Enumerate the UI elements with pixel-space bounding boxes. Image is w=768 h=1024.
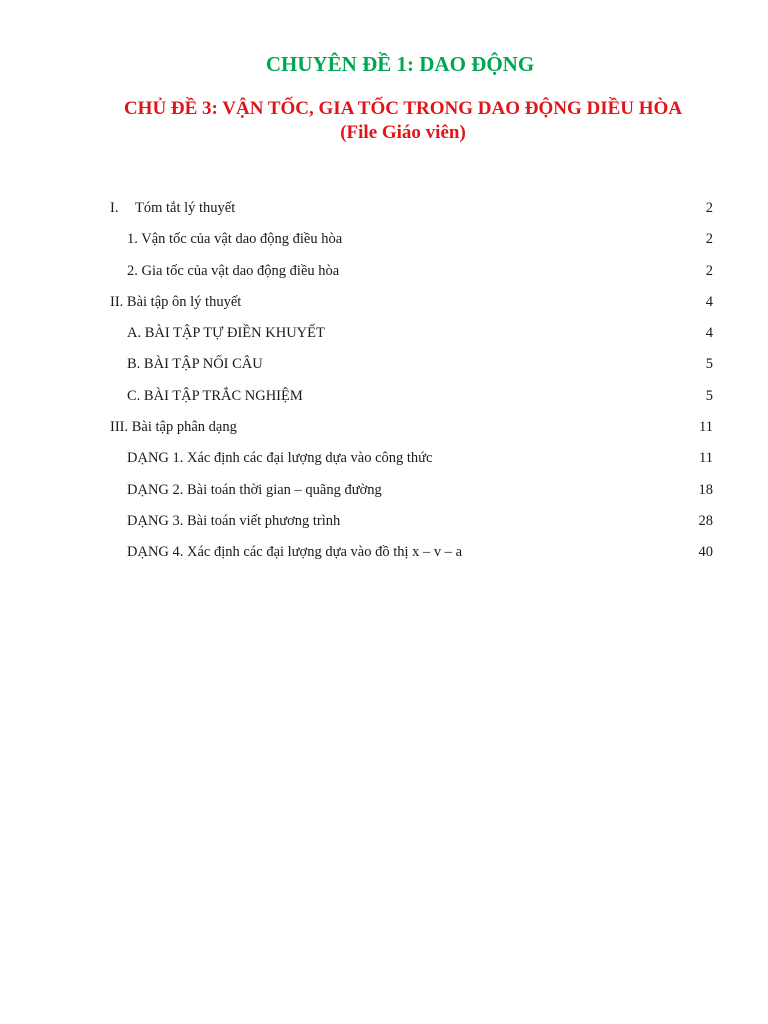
toc-item-label: DẠNG 4. Xác định các đại lượng dựa vào đồ thị x – v – a <box>127 544 463 561</box>
toc-item-page: 5 <box>705 356 713 373</box>
toc-item[interactable] <box>110 287 713 318</box>
toc-item[interactable] <box>110 349 713 380</box>
topic-title: CHỦ ĐỀ 3: VẬN TỐC, GIA TỐC TRONG DAO ĐỘNG DIỀU HÒA <box>123 98 683 119</box>
toc-item[interactable] <box>110 475 713 506</box>
toc-item-page: 28 <box>698 512 713 529</box>
toc-item[interactable] <box>110 193 713 224</box>
toc-item-label: 1. Vận tốc của vật dao động điều hòa <box>127 231 343 248</box>
toc-item[interactable] <box>110 506 713 537</box>
toc-item-page: 40 <box>698 544 713 561</box>
toc-item-page: 4 <box>705 293 713 310</box>
toc-item[interactable] <box>110 537 713 568</box>
toc-item[interactable] <box>110 381 713 412</box>
toc-item[interactable] <box>110 224 713 255</box>
toc-item-page: 5 <box>705 387 713 404</box>
toc-item-label: DẠNG 3. Bài toán viết phương trình <box>127 512 341 529</box>
toc-item[interactable] <box>110 412 713 443</box>
chapter-title: CHUYÊN ĐỀ 1: DAO ĐỘNG <box>265 52 535 76</box>
toc-item-label: III. Bài tập phân dạng <box>110 419 237 436</box>
toc-item-page: 4 <box>705 325 713 342</box>
toc-item-page: 18 <box>698 481 713 498</box>
file-label: (File Giáo viên) <box>340 122 466 143</box>
toc-item-label: 2. Gia tốc của vật dao động điều hòa <box>127 262 340 279</box>
toc-item-page: 11 <box>699 450 713 467</box>
table-of-contents <box>110 193 713 569</box>
toc-item-page: 2 <box>705 231 713 248</box>
toc-item-label: B. BÀI TẬP NỐI CÂU <box>127 356 263 373</box>
toc-item-label: Tóm tắt lý thuyết <box>135 200 236 216</box>
toc-item-page: 2 <box>705 262 713 279</box>
toc-item[interactable] <box>110 443 713 474</box>
toc-item[interactable] <box>110 318 713 349</box>
toc-item-number: I. <box>110 200 119 216</box>
toc-item-page: 2 <box>705 200 713 216</box>
toc-item-label: A. BÀI TẬP TỰ ĐIỀN KHUYẾT <box>127 325 325 342</box>
toc-item-label: DẠNG 2. Bài toán thời gian – quãng đường <box>127 481 382 498</box>
toc-item-page: 11 <box>699 419 713 436</box>
toc-item-label: C. BÀI TẬP TRẮC NGHIỆM <box>127 387 303 404</box>
toc-item-label: II. Bài tập ôn lý thuyết <box>110 293 242 310</box>
toc-item-label: DẠNG 1. Xác định các đại lượng dựa vào công thức <box>127 450 433 467</box>
toc-item[interactable] <box>110 256 713 287</box>
